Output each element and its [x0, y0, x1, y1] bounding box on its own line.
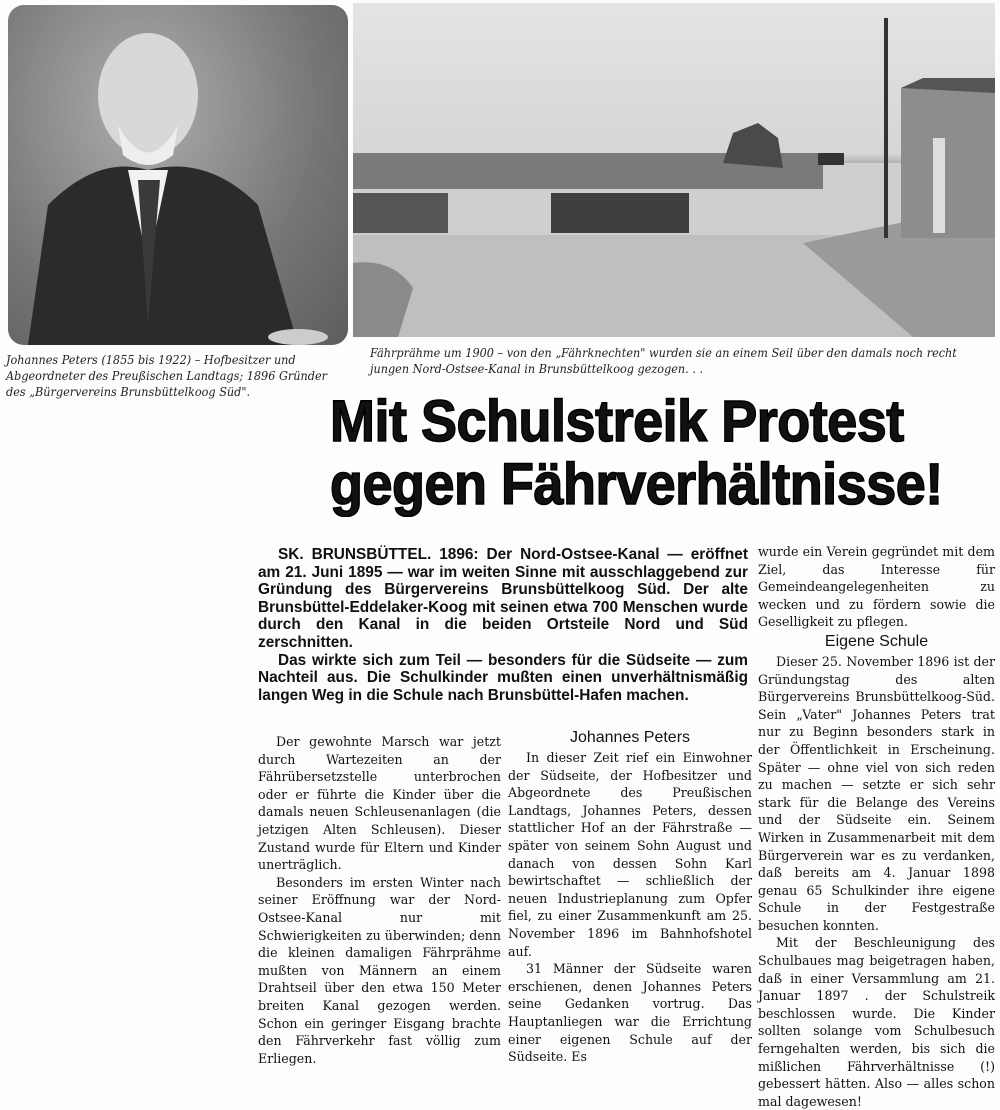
- portrait-photo-johannes-peters: [8, 5, 348, 345]
- article-column-1: [258, 733, 501, 1067]
- column-2-paragraph-1: In dieser Zeit rief ein Einwohner der Südseite, der Hofbesitzer und Abgeordnete des Preußischen Landtags, Johannes Peters, dessen stattlicher Hof an der Fährstraße — später von seinem Sohn August und danach von dessen Sohn Karl bewirtschaftet — schließlich der neuen Industrieplanung zum Opfer fiel, zu einer Zusammenkunft am 25. November 1896 im Bahnhofshotel auf.: [508, 750, 752, 959]
- portrait-caption: Johannes Peters (1855 bis 1922) – Hofbesitzer und Abgeordneter des Preußischen Landtags; 1896 Gründer des „Bürgervereins Brunsbüttelkoog Süd".: [6, 352, 328, 399]
- ferry-photo: [353, 3, 995, 337]
- column-3-paragraph-0: wurde ein Verein gegründet mit dem Ziel, das Interesse für Gemeindeangelegenheiten zu wecken und zu fördern sowie die Geselligkeit zu pflegen.: [758, 544, 995, 630]
- column-1-paragraph-1: Der gewohnte Marsch war jetzt durch Wartezeiten an der Fährübersetzstelle unterbrochen oder er führte die Kinder über die damals neuen Schleusenanlagen (die jetzigen Alten Schleusen). Dieser Zustand wurde für Eltern und Kinder unerträglich.: [258, 734, 501, 873]
- article-column-2: [508, 727, 752, 1066]
- article-column-3: [758, 543, 995, 1110]
- ferry-illustration: [353, 3, 995, 337]
- lead-paragraph-1: SK. BRUNSBÜTTEL. 1896: Der Nord-Ostsee-Kanal — eröffnet am 21. Juni 1895 — war im weiten Sinne mit ausschlaggebend zur Gründung des Bürgervereins Brunsbüttelkoog Süd. Der alte Brunsbüttel-Eddelaker-Koog mit seinen etwa 700 Menschen wurde durch den Kanal in die beiden Ortsteile Nord und Süd zerschnitten.: [258, 546, 748, 651]
- column-3-paragraph-2: Mit der Beschleunigung des Schulbaues mag beigetragen haben, daß in einer Versammlung am 21. Januar 1897 . der Schulstreik beschlossen wurde. Die Kinder sollten solange vom Schulbesuch ferngehalten werden, bis sich die mißlichen Fährverhältnisse (!) gebessert hätten. Also — alles schon mal dagewesen!: [758, 935, 995, 1109]
- column-3-paragraph-1: Dieser 25. November 1896 ist der Gründungstag des alten Bürgervereins Brunsbüttelkoog-Süd. Sein „Vater" Johannes Peters trat nur zu Beginn besonders stark in der Öffentlichkeit in Erscheinung. Später — ohne viel von sich reden zu machen — setzte er sich sehr stark für die Belange des Vereins und der Südseite ein. Seinem Wirken in Zusammenarbeit mit dem Bürgerverein war es zu verdanken, daß bereits am 4. Januar 1898 genau 65 Schulkinder ihre eigene Schule in der Festgestraße besuchen konnten.: [758, 653, 995, 933]
- column-1-paragraph-2: Besonders im ersten Winter nach seiner Eröffnung war der Nord-Ostsee-Kanal nur mit Schwierigkeiten zu überwinden; denn die kleinen damaligen Fährprähme mußten von Männern an einem Drahtseil über den etwa 150 Meter breiten Kanal gezogen werden. Schon ein geringer Eisgang brachte den Fährverkehr fast völlig zum Erliegen.: [258, 874, 501, 1066]
- headline-line-1: Mit Schulstreik Protest: [330, 389, 904, 454]
- subhead-eigene-schule: Eigene Schule: [824, 632, 929, 650]
- column-2-paragraph-2: 31 Männer der Südseite waren erschienen, denen Johannes Peters seine Gedanken vortrug. Das Hauptanliegen war die Errichtung einer eigenen Schule auf der Südseite. Es: [508, 961, 752, 1065]
- lead-paragraph-2: Das wirkte sich zum Teil — besonders für die Südseite — zum Nachteil aus. Die Schulkinder mußten einen unverhältnismäßig langen Weg in die Schule nach Brunsbüttel-Hafen machen.: [258, 651, 748, 704]
- headline-line-2: gegen Fährverhältnisse!: [330, 452, 943, 517]
- subhead-johannes-peters: Johannes Peters: [569, 729, 691, 746]
- lead-paragraph: [258, 546, 748, 704]
- portrait-illustration: [8, 5, 348, 345]
- ferry-caption: Fährprähme um 1900 – von den „Fährknechten" wurden sie an einem Seil über den damals noch recht jungen Nord-Ostsee-Kanal in Brunsbüttelkoog gezogen. . .: [370, 345, 957, 376]
